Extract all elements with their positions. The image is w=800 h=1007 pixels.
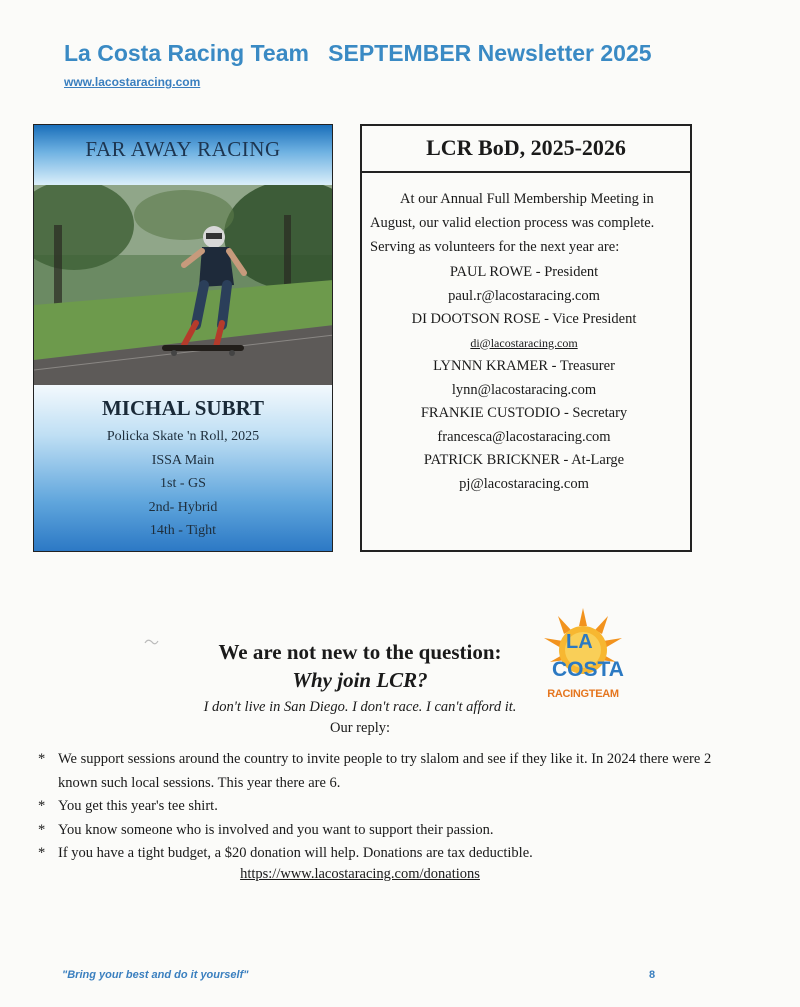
bullet-marker: * [38,751,46,767]
skater-photo [34,185,332,385]
racer-result-tight: 14th - Tight [149,523,217,538]
list-item [38,842,738,866]
far-away-banner [34,125,332,185]
logo-costa-text: COSTA [552,658,624,681]
bod-member-email[interactable]: pj@lacostaracing.com [459,475,589,492]
website-link[interactable]: www.lacostaracing.com [64,75,201,89]
racer-result-hybrid: 2nd- Hybrid [148,499,218,515]
logo-team-text: RACINGTEAM [547,688,619,700]
racer-results-panel [34,385,332,552]
list-item [38,795,738,819]
bullet-marker: * [38,798,46,814]
bod-body [360,173,692,552]
bod-member-email[interactable]: paul.r@lacostaracing.com [448,287,600,304]
logo-la-text: LA [566,631,593,653]
board-of-directors-card [360,124,692,552]
racer-division: ISSA Main [151,452,215,468]
bod-member-list [370,261,678,496]
far-away-label: FAR AWAY RACING [85,137,281,161]
page-number: 8 [649,969,656,981]
newsletter-title: La Costa Racing Team SEPTEMBER Newsletter 2025 [64,40,652,66]
far-away-racing-card [33,124,333,552]
bod-member-email[interactable]: lynn@lacostaracing.com [451,381,597,398]
list-item [38,819,738,843]
why-join-section [0,640,720,737]
list-item [38,748,738,795]
list-item-text: You get this year's tee shirt. [58,798,218,814]
footer-motto: "Bring your best and do it yourself" [62,969,249,981]
why-join-question: We are not new to the question: [218,640,502,664]
racer-event: Policka Skate 'n Roll, 2025 [106,429,260,444]
skater-photo-illustration [34,185,332,385]
bod-member-role: PAUL ROWE - President [449,264,599,280]
bullet-marker: * [38,821,46,838]
donation-link[interactable]: https://www.lacostaracing.com/donations [240,866,480,882]
bod-intro: At our Annual Full Membership Meeting in August, our valid election process was complete. Serving as volunteers for the next year are: [370,191,655,255]
racer-name: MICHAL SUBRT [101,396,265,420]
bod-title: LCR BoD, 2025-2026 [360,124,692,173]
racer-result-gs: 1st - GS [160,476,206,491]
reasons-list [38,748,738,866]
bod-member-role: LYNNN KRAMER - Treasurer [433,358,615,374]
bod-member-role: FRANKIE CUSTODIO - Secretary [420,405,628,421]
bod-member-email[interactable]: francesca@lacostaracing.com [437,428,611,445]
why-join-heading: Why join LCR? [292,668,428,692]
bullet-marker: * [38,845,46,861]
list-item-text: You know someone who is involved and you want to support their passion. [58,821,494,838]
why-join-reply-label: Our reply: [330,720,390,736]
bod-member-role: PATRICK BRICKNER - At-Large [423,452,625,468]
list-item-text: If you have a tight budget, a $20 donation will help. Donations are tax deductible. [58,845,533,861]
list-item-text: We support sessions around the country to invite people to try slalom and see if they like it. In 2024 there were 2 known such local sessions. This year there are 6. [58,751,712,791]
why-join-excuses: I don't live in San Diego. I don't race. I can't afford it. [203,699,517,715]
bod-member-email[interactable]: di@lacostaracing.com [470,335,578,350]
bod-member-role: DI DOOTSON ROSE - Vice President [411,311,637,327]
